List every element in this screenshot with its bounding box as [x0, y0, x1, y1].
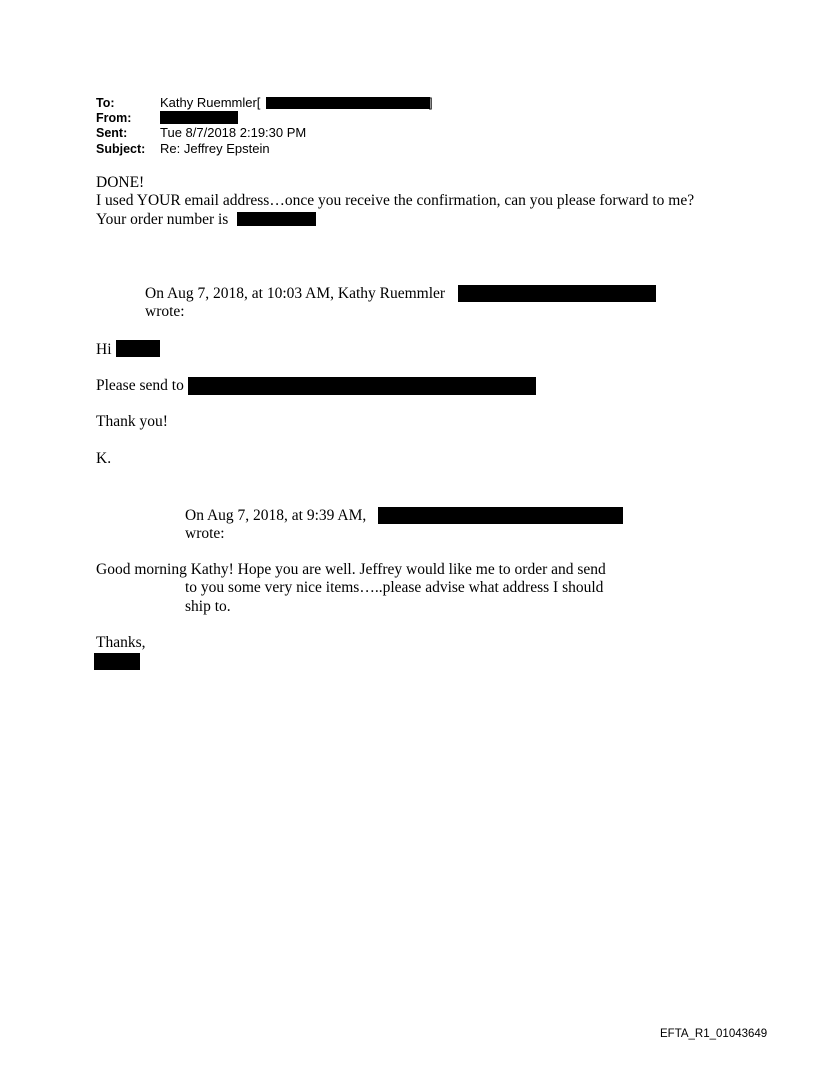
redaction-greeting-name	[116, 340, 160, 357]
document-id: EFTA_R1_01043649	[660, 1028, 768, 1040]
reply-line-order: Your order number is	[96, 211, 229, 228]
quote2-attribution: On Aug 7, 2018, at 9:39 AM,	[185, 507, 367, 524]
subject-label: Subject:	[96, 142, 146, 156]
redaction-signature	[94, 653, 140, 670]
quote1-wrote: wrote:	[145, 303, 185, 320]
quote1-attribution: On Aug 7, 2018, at 10:03 AM, Kathy Ruemmler	[145, 285, 446, 302]
quote1-signoff: K.	[96, 450, 112, 467]
from-label: From:	[96, 111, 132, 125]
to-value: Kathy Ruemmler[	[160, 95, 261, 110]
quote2-wrote: wrote:	[185, 525, 225, 542]
quote1-please-send: Please send to	[96, 377, 184, 394]
quote1-greeting: Hi	[96, 341, 112, 358]
to-close-bracket: ]	[429, 95, 433, 110]
redaction-to-email	[266, 97, 430, 109]
sent-label: Sent:	[96, 126, 128, 140]
quote2-message-line3: ship to.	[185, 598, 231, 615]
redaction-quote1-email	[458, 285, 656, 302]
quote2-message-line1: Good morning Kathy! Hope you are well. Jeffrey would like me to order and send	[96, 561, 606, 578]
reply-line-done: DONE!	[96, 174, 145, 191]
redaction-from	[160, 111, 238, 124]
quote2-message-line2: to you some very nice items…..please advise what address I should	[185, 579, 604, 596]
quote2-closing: Thanks,	[96, 634, 146, 651]
redaction-quote2-sender	[378, 507, 623, 524]
quote1-thanks: Thank you!	[96, 413, 168, 430]
subject-value: Re: Jeffrey Epstein	[160, 141, 270, 156]
reply-line-email: I used YOUR email address…once you receive the confirmation, can you please forward to me?	[96, 192, 695, 209]
sent-value: Tue 8/7/2018 2:19:30 PM	[160, 125, 307, 140]
redaction-address	[188, 377, 536, 395]
to-label: To:	[96, 96, 115, 110]
redaction-order-number	[237, 212, 316, 226]
